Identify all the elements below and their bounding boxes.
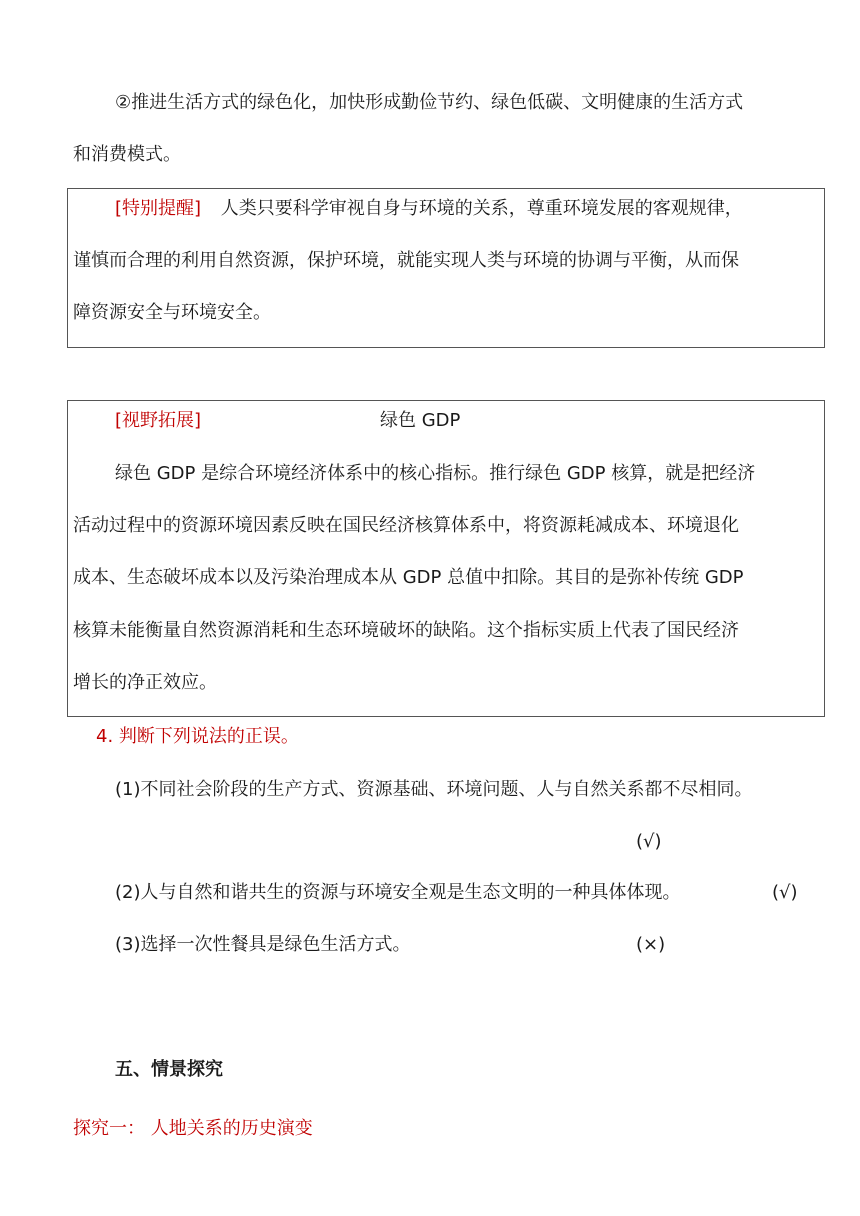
extension-box xyxy=(67,400,825,717)
question-4-item-3: (3)选择一次性餐具是绿色生活方式。 xyxy=(115,934,411,955)
extension-line-1: 绿色 GDP 是综合环境经济体系中的核心指标。推行绿色 GDP 核算，就是把经济 xyxy=(115,463,756,484)
intro-line-2: 和消费模式。 xyxy=(73,144,181,165)
question-4-answer-1: (√) xyxy=(636,831,662,852)
reminder-text-1: 人类只要科学审视自身与环境的关系，尊重环境发展的客观规律， xyxy=(220,198,743,219)
intro-line-1: ②推进生活方式的绿色化，加快形成勤俭节约、绿色低碳、文明健康的生活方式 xyxy=(115,92,744,113)
reminder-tag: [特别提醒] xyxy=(115,198,202,219)
explore-1-heading: 探究一： 人地关系的历史演变 xyxy=(73,1118,313,1139)
reminder-box xyxy=(67,188,825,348)
extension-line-5: 增长的净正效应。 xyxy=(73,672,217,693)
extension-line-4: 核算未能衡量自然资源消耗和生态环境破坏的缺陷。这个指标实质上代表了国民经济 xyxy=(73,620,739,641)
extension-title: 绿色 GDP xyxy=(380,410,461,431)
question-4-item-1: (1)不同社会阶段的生产方式、资源基础、环境问题、人与自然关系都不尽相同。 xyxy=(115,779,753,800)
reminder-line-2: 谨慎而合理的利用自然资源，保护环境，就能实现人类与环境的协调与平衡，从而保 xyxy=(73,250,739,271)
question-4-heading: 4. 判断下列说法的正误。 xyxy=(96,726,299,747)
question-4-item-2: (2)人与自然和谐共生的资源与环境安全观是生态文明的一种具体体现。 xyxy=(115,882,681,903)
extension-line-2: 活动过程中的资源环境因素反映在国民经济核算体系中，将资源耗减成本、环境退化 xyxy=(73,515,739,536)
section-5-heading: 五、情景探究 xyxy=(115,1059,223,1080)
reminder-line-3: 障资源安全与环境安全。 xyxy=(73,302,271,323)
extension-tag: [视野拓展] xyxy=(115,410,202,431)
question-4-answer-2: (√) xyxy=(772,882,798,903)
question-4-answer-3: (×) xyxy=(636,934,666,955)
reminder-line-1 xyxy=(115,196,743,222)
extension-line-3: 成本、生态破坏成本以及污染治理成本从 GDP 总值中扣除。其目的是弥补传统 GDP xyxy=(73,567,744,588)
